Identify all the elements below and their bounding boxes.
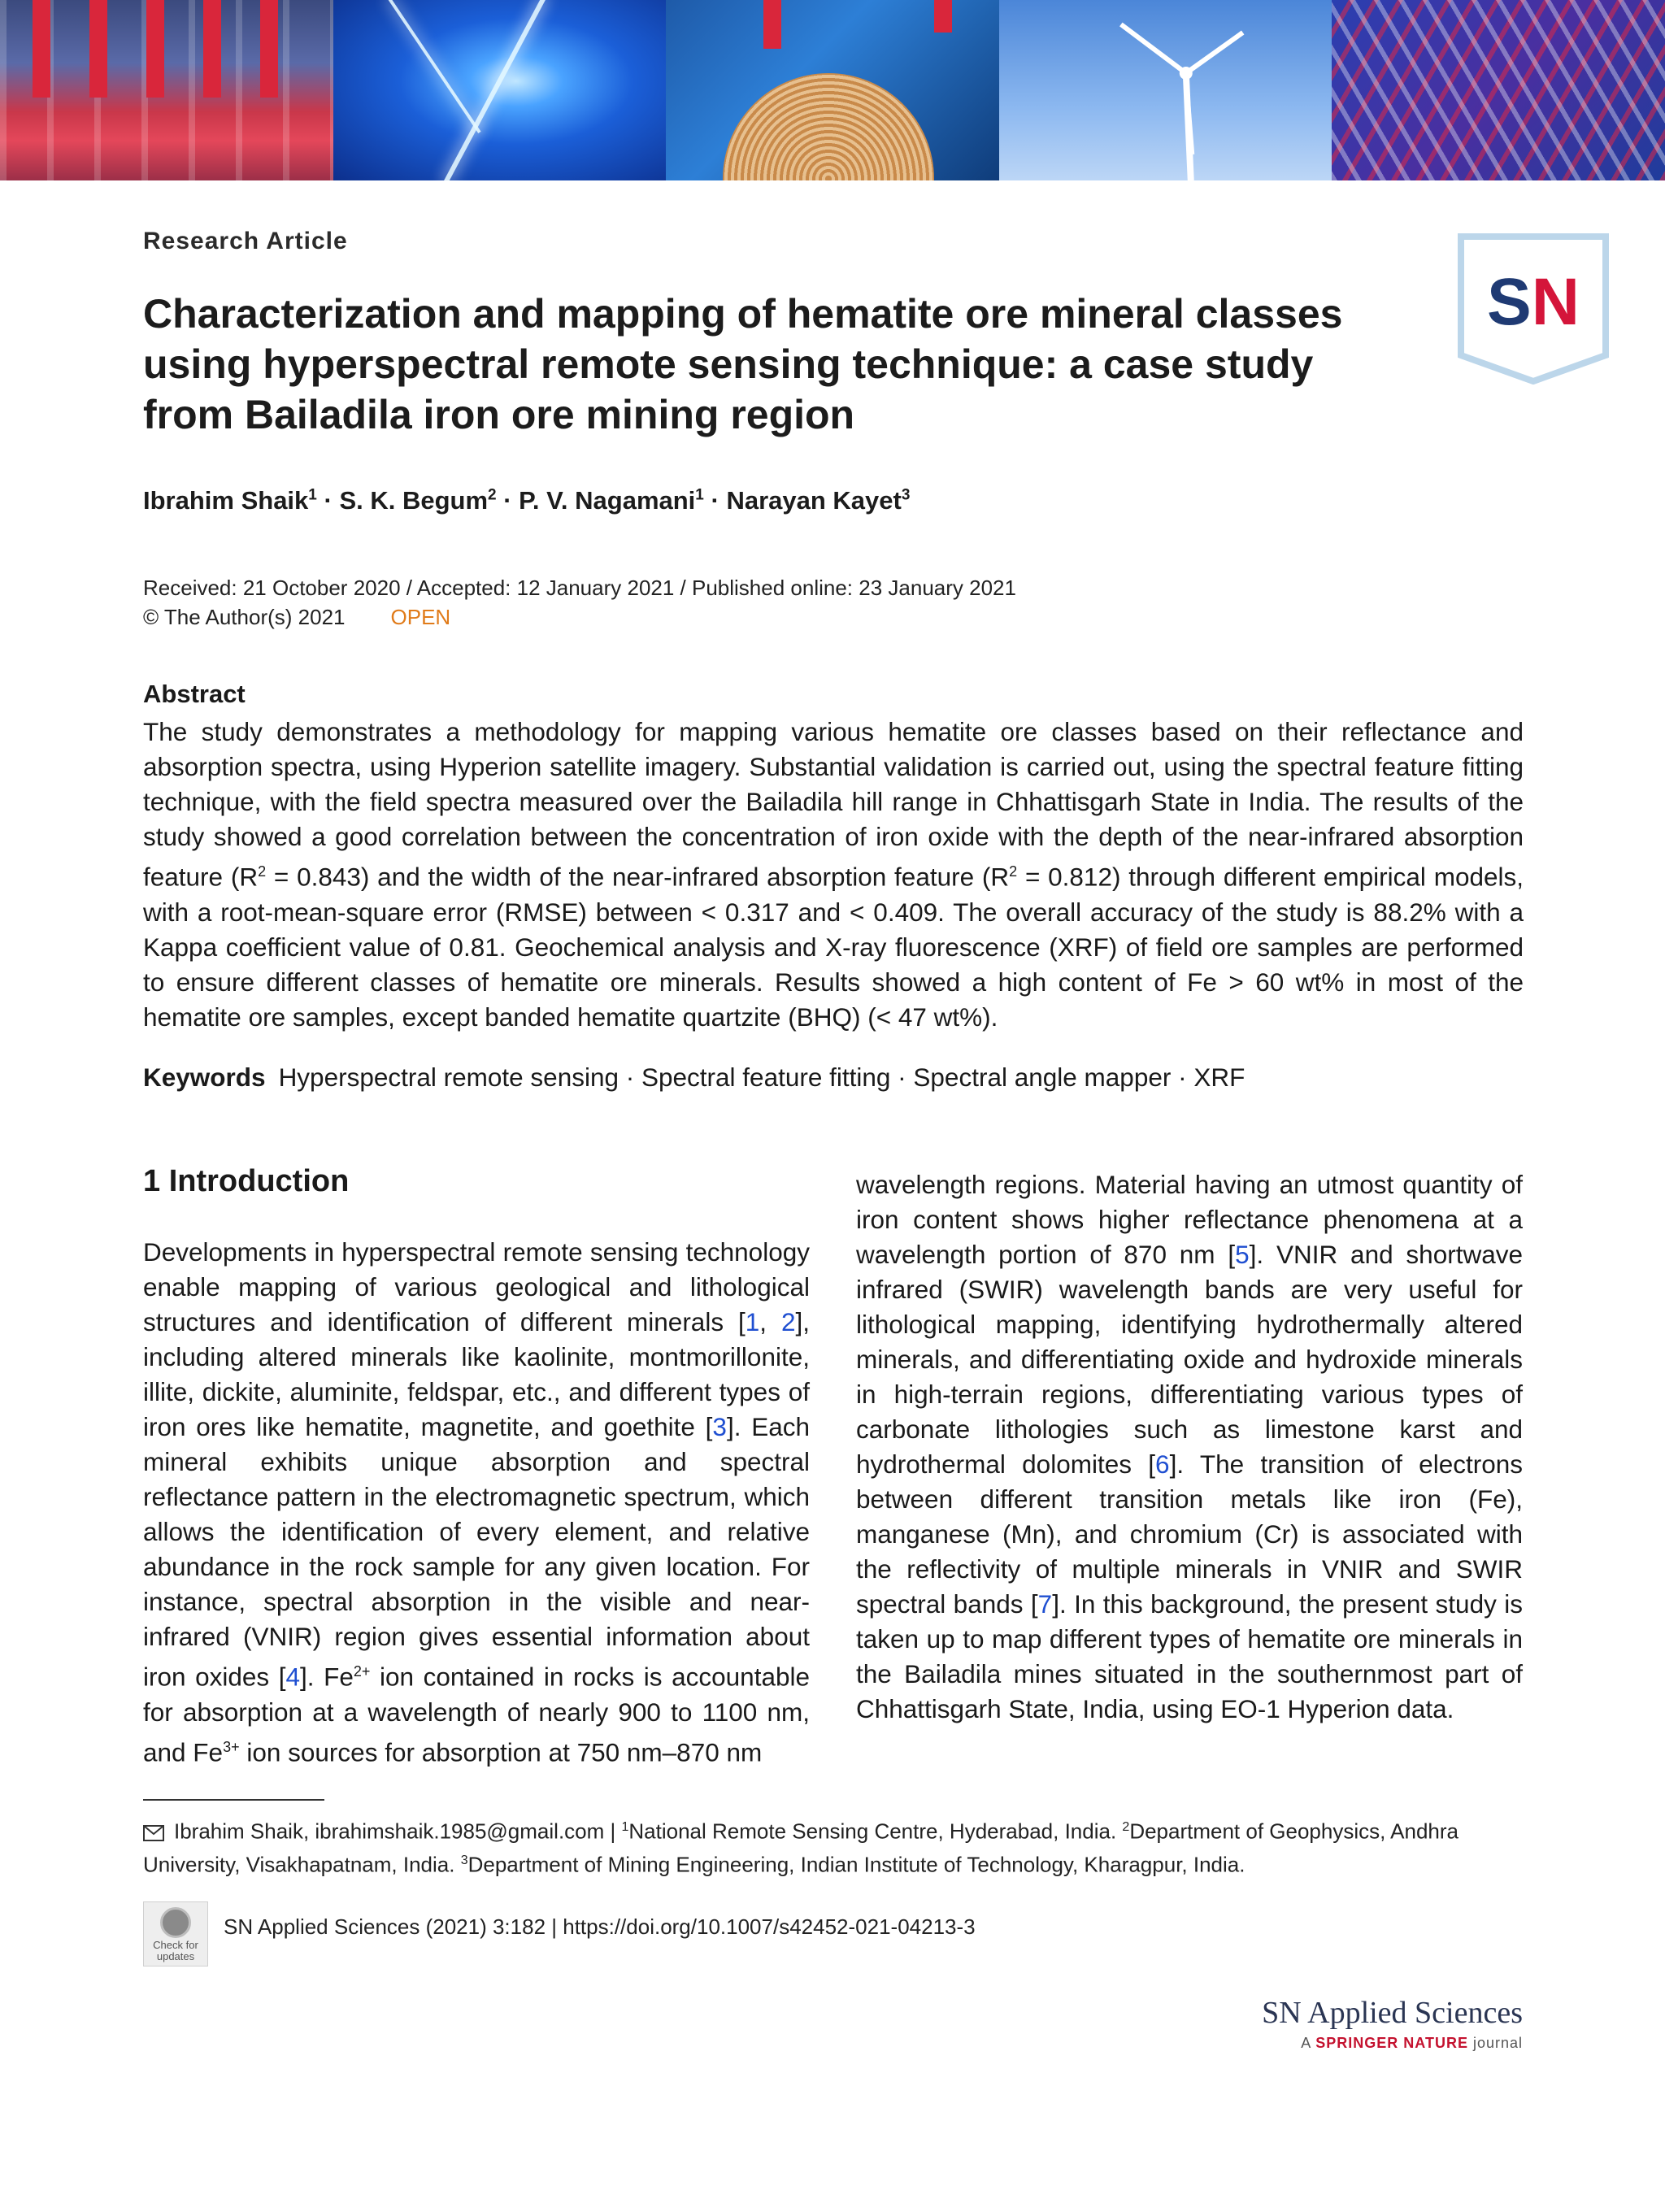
header-banner bbox=[0, 0, 1665, 180]
citation-link[interactable]: 2 bbox=[780, 1307, 796, 1336]
footnote-divider bbox=[143, 1799, 324, 1801]
intro-column-right: wavelength regions. Material having an utmost quantity of iron content shows higher reflectance phenomena at a wavelength portion of 870 nm [5]. VNIR and shortwave infrared (SWIR) wavelength bands are very useful for lithological mapping, identifying hydrothermally altered minerals, and differentiating oxide and hydroxide minerals in high-terrain regions, differentiating various types of carbonate lithologies such as limestone karst and hydrothermal dolomites [6]. The transition of electrons between different transition metals like iron (Fe), manganese (Mn), and chromium (Cr) is associated with the reflectivity of multiple minerals in VNIR and SWIR spectral bands [7]. In this background, the present study is taken up to map different types of hematite ore minerals in the Bailadila mines situated in the southernmost part of Chhattisgarh State, India, using EO-1 Hyperion data. bbox=[856, 1170, 1523, 1723]
citation-link[interactable]: 4 bbox=[285, 1662, 301, 1692]
author-name[interactable]: P. V. Nagamani bbox=[519, 486, 696, 515]
banner-image-molecule bbox=[1332, 0, 1665, 180]
svg-text:SN: SN bbox=[1487, 265, 1580, 339]
history-dates: Received: 21 October 2020 / Accepted: 12 January 2021 / Published online: 23 January 2021 bbox=[143, 576, 1016, 600]
sn-journal-logo bbox=[1458, 233, 1609, 385]
check-for-updates-badge[interactable]: Check for updates bbox=[143, 1901, 208, 1966]
citation-link[interactable]: 1 bbox=[745, 1307, 760, 1336]
article-title: Characterization and mapping of hematite ore mineral classes using hyperspectral remote sensing technique: a case study from Bailadila iron ore mining region bbox=[143, 291, 1343, 437]
keywords bbox=[143, 1063, 1245, 1093]
article-citation: SN Applied Sciences (2021) 3:182 | https://doi.org/10.1007/s42452-021-04213-3 bbox=[224, 1914, 976, 1939]
abstract-text: The study demonstrates a methodology for mapping various hematite ore classes based on their reflectance and absorption spectra, using Hyperion satellite imagery. Substantial validation is carried out, using the spectral feature fitting technique, with the field spectra measured over the Bailadila hill range in Chhattisgarh State in India. The results of the study showed a good correlation between the concentration of iron oxide with the depth of the near-infrared absorption feature $(R^2 = 0.843)$ and the width of the near-infrared absorption feature $(R^2 = 0.812)$ through different empirical models, with a root-mean-square error (RMSE) between < 0.317 and < 0.409. The overall accuracy of the study is 88.2% with a Kappa coefficient value of 0.81. Geochemical analysis and X-ray fluorescence (XRF) of field ore samples are performed to ensure different classes of hematite ore minerals. Results showed a high content of Fe > 60 wt% in most of the hematite ore samples, except banded hematite quartzite (BHQ) (< 47 wt%). bbox=[143, 717, 1524, 1032]
banner-image-coil bbox=[666, 0, 999, 180]
intro-column-left: Developments in hyperspectral remote sensing technology enable mapping of various geological and lithological structures and identification of different minerals [1, 2], including altered minerals like kaolinite, montmorillonite, illite, dickite, aluminite, feldspar, etc., and different types of iron ores like hematite, magnetite, and goethite [3]. Each mineral exhibits unique absorption and spectral reflectance pattern in the electromagnetic spectrum, which allows the identification of every element, and relative abundance in the rock sample for any given location. For instance, spectral absorption in the visible and near-infrared (VNIR) region gives essential information about iron oxides [4]. $Fe^{2+}$ ion contained in rocks is accountable for absorption at a wavelength of nearly 900 to 1100 nm, and $Fe^{3+}$ ion sources for absorption at 750 nm–870 nm bbox=[143, 1237, 811, 1767]
banner-image-electricity bbox=[333, 0, 667, 180]
updates-icon bbox=[160, 1907, 191, 1938]
citation-link[interactable]: 7 bbox=[1037, 1589, 1053, 1619]
keywords-label: Keywords bbox=[143, 1063, 266, 1092]
section-heading: 1 Introduction bbox=[143, 1164, 350, 1198]
citation-link[interactable]: 6 bbox=[1155, 1449, 1170, 1479]
author-name[interactable]: Narayan Kayet bbox=[726, 486, 902, 515]
banner-image-lab bbox=[0, 0, 333, 180]
keywords-list: Hyperspectral remote sensing · Spectral feature fitting · Spectral angle mapper · XRF bbox=[278, 1063, 1245, 1092]
banner-image-wind-turbine bbox=[999, 0, 1332, 180]
author-name[interactable]: S. K. Begum bbox=[339, 486, 489, 515]
open-access-badge: OPEN bbox=[390, 605, 451, 629]
journal-name: SN Applied Sciences bbox=[1262, 1996, 1523, 2030]
publisher-line: A SPRINGER NATURE journal bbox=[1301, 2035, 1523, 2051]
envelope-icon bbox=[143, 1825, 164, 1841]
citation-link[interactable]: 3 bbox=[712, 1412, 727, 1441]
author-list: Ibrahim Shaik$^1$ · S. K. Begum$^2$ · P. V. Nagamani$^1$ · Narayan Kayet$^3$ bbox=[143, 486, 911, 515]
affiliations-footnote: Ibrahim Shaik, ibrahimshaik.1985@gmail.com | $^1$National Remote Sensing Centre, Hyderabad, India. $^2$Department of Geophysics, Andhra University, Visakhapatnam, India. $^3$Department of Mining Engineering, Indian Institute of Technology, Kharagpur, India. bbox=[143, 1819, 1459, 1877]
author-name[interactable]: Ibrahim Shaik bbox=[143, 486, 309, 515]
publication-dates bbox=[143, 573, 1016, 632]
abstract-heading: Abstract bbox=[143, 680, 246, 708]
copyright: © The Author(s) 2021 bbox=[143, 605, 346, 629]
citation-link[interactable]: 5 bbox=[1235, 1240, 1250, 1269]
article-type: Research Article bbox=[143, 228, 348, 254]
